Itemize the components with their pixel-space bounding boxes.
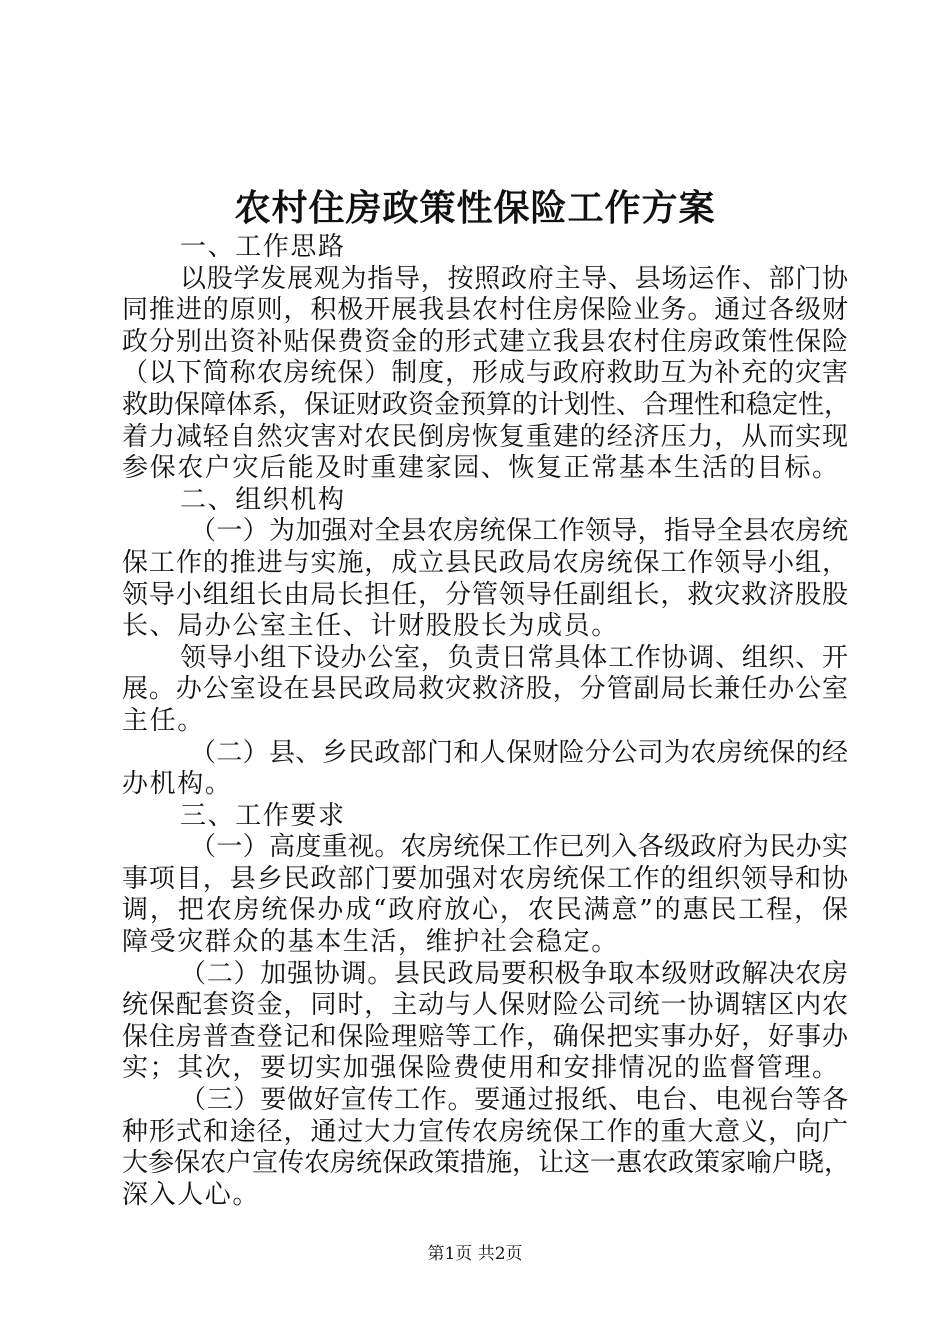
paragraph-line: （一）为加强对全县农房统保工作领导，指导全县农房统 [190, 516, 848, 547]
paragraph-line: （一）高度重视。农房统保工作已列入各级政府为民办实 [190, 832, 848, 863]
paragraph-line: （以下简称农房统保）制度，形成与政府救助互为补充的灾害 [122, 358, 848, 389]
paragraph-line: 保住房普查登记和保险理赔等工作，确保把实事办好，好事办 [122, 1021, 848, 1052]
paragraph-line: 同推进的原则，积极开展我县农村住房保险业务。通过各级财 [122, 295, 848, 326]
document-title: 农村住房政策性保险工作方案 [234, 187, 716, 229]
paragraph-line: （二）加强协调。县民政局要积极争取本级财政解决农房 [180, 958, 848, 989]
paragraph-line: 展。办公室设在县民政局救灾救济股，分管副局长兼任办公室 [122, 674, 848, 705]
paragraph-line: 长、局办公室主任、计财股股长为成员。 [122, 611, 619, 642]
paragraph-line: 着力减轻自然灾害对农民倒房恢复重建的经济压力，从而实现 [122, 421, 848, 452]
page-footer: 第1页 共2页 [427, 1244, 523, 1264]
paragraph-line: 参保农户灾后能及时重建家园、恢复正常基本生活的目标。 [122, 453, 840, 484]
section-heading: 二、组织机构 [180, 484, 346, 515]
paragraph-line: 调，把农房统保办成“政府放心，农民满意”的惠民工程，保 [122, 895, 848, 926]
paragraph-line: 以股学发展观为指导，按照政府主导、县场运作、部门协 [180, 263, 848, 294]
paragraph-line: 障受灾群众的基本生活，维护社会稳定。 [122, 927, 619, 958]
paragraph-line: 主任。 [122, 705, 205, 736]
section-heading: 一、工作思路 [180, 232, 346, 262]
paragraph-line: 大参保农户宣传农房统保政策措施，让这一惠农政策家喻户晓， [122, 1148, 851, 1179]
paragraph-line: （三）要做好宣传工作。要通过报纸、电台、电视台等各 [180, 1085, 848, 1116]
document-body [122, 232, 851, 1211]
paragraph-line: 统保配套资金，同时，主动与人保财险公司统一协调辖区内农 [122, 990, 848, 1021]
paragraph-line: （二）县、乡民政部门和人保财险分公司为农房统保的经 [190, 737, 848, 768]
paragraph-line: 实；其次，要切实加强保险费使用和安排情况的监督管理。 [122, 1053, 840, 1084]
paragraph-line: 保工作的推进与实施，成立县民政局农房统保工作领导小组， [122, 547, 848, 578]
paragraph-line: 办机构。 [122, 769, 233, 800]
paragraph-line: 领导小组组长由局长担任，分管领导任副组长，救灾救济股股 [122, 579, 848, 610]
paragraph-line: 种形式和途径，通过大力宣传农房统保工作的重大意义，向广 [122, 1116, 848, 1147]
paragraph-line: 救助保障体系，保证财政资金预算的计划性、合理性和稳定性， [122, 389, 851, 420]
paragraph-line: 深入人心。 [122, 1179, 261, 1210]
paragraph-line: 政分别出资补贴保费资金的形式建立我县农村住房政策性保险 [122, 326, 848, 357]
paragraph-line: 事项目，县乡民政部门要加强对农房统保工作的组织领导和协 [122, 863, 848, 894]
paragraph-line: 领导小组下设办公室，负责日常具体工作协调、组织、开 [180, 642, 848, 673]
section-heading: 三、工作要求 [180, 800, 346, 831]
